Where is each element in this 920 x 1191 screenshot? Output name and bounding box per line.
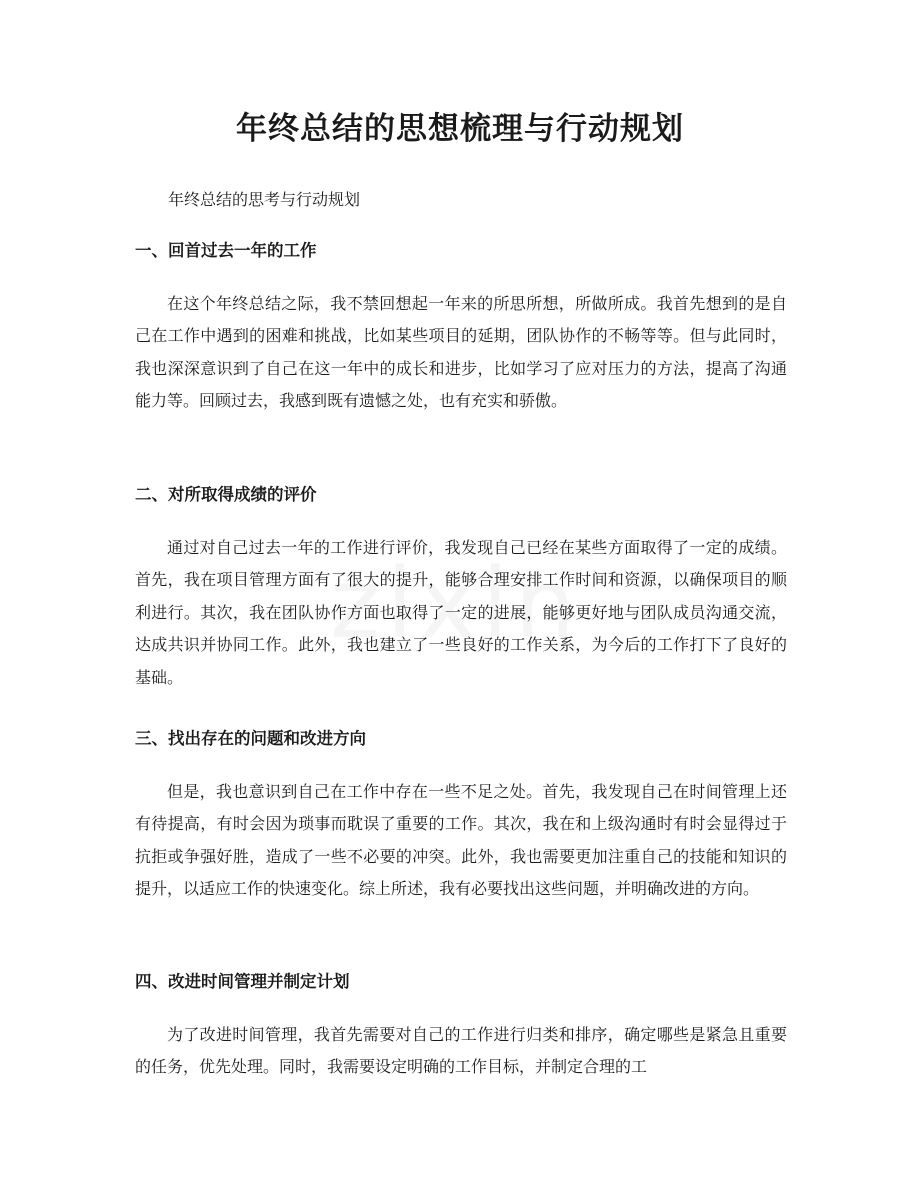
section-time-management-plan xyxy=(135,967,787,1084)
section-heading: 一、回首过去一年的工作 xyxy=(135,241,317,260)
section-paragraph: 通过对自己过去一年的工作进行评价，我发现自己已经在某些方面取得了一定的成绩。首先，我在项目管理方面有了很大的提升，能够合理安排工作时间和资源，以确保项目的顺利进行。其次，我在团队协作方面也取得了一定的进展，能够更好地与团队成员沟通交流，达成共识并协同工作。此外，我也建立了一些良好的工作关系，为今后的工作打下了良好的基础。 xyxy=(135,538,787,687)
section-paragraph: 在这个年终总结之际，我不禁回想起一年来的所思所想，所做所成。我首先想到的是自己在工作中遇到的困难和挑战，比如某些项目的延期，团队协作的不畅等等。但与此同时，我也深深意识到了自己在这一年中的成长和进步，比如学习了应对压力的方法，提高了沟通能力等。回顾过去，我感到既有遗憾之处，也有充实和骄傲。 xyxy=(135,294,787,411)
section-paragraph: 但是，我也意识到自己在工作中存在一些不足之处。首先，我发现自己在时间管理上还有待提高，有时会因为琐事而耽误了重要的工作。其次，我在和上级沟通时有时会显得过于抗拒或争强好胜，造成了一些不必要的冲突。此外，我也需要更加注重自己的技能和知识的提升，以适应工作的快速变化。综上所述，我有必要找出这些问题，并明确改进的方向。 xyxy=(135,782,787,899)
section-heading: 四、改进时间管理并制定计划 xyxy=(135,972,350,991)
document-subtitle: 年终总结的思考与行动规划 xyxy=(168,190,361,209)
section-paragraph: 为了改进时间管理，我首先需要对自己的工作进行归类和排序，确定哪些是紧急且重要的任务，优先处理。同时，我需要设定明确的工作目标，并制定合理的工 xyxy=(135,1025,787,1077)
section-review-past-year xyxy=(135,236,787,418)
section-problems-improvements xyxy=(135,724,787,906)
section-heading: 三、找出存在的问题和改进方向 xyxy=(135,729,366,748)
page-title: 年终总结的思想梳理与行动规划 xyxy=(236,111,684,147)
section-heading: 二、对所取得成绩的评价 xyxy=(135,485,317,504)
section-evaluate-achievements xyxy=(135,480,787,694)
